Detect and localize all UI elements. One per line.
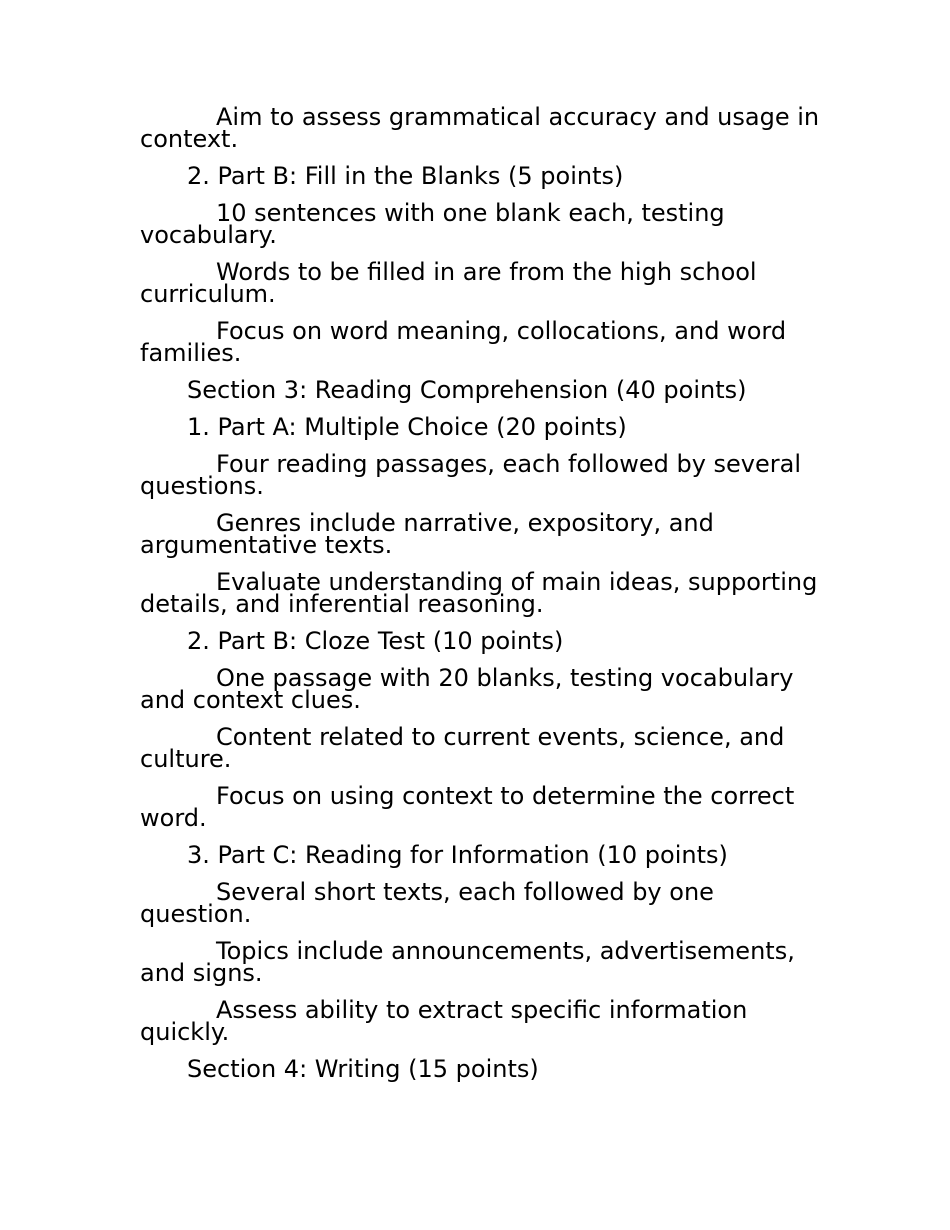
bullet-ten-sentences: 10 sentences with one blank each, testing vocabulary. bbox=[140, 199, 725, 249]
part-a-multiple-choice-heading: 1. Part A: Multiple Choice (20 points) bbox=[187, 413, 627, 441]
section-3-heading: Section 3: Reading Comprehension (40 points) bbox=[187, 376, 747, 404]
bullet-extract-info: Assess ability to extract specific information quickly. bbox=[140, 996, 748, 1046]
section-4-heading: Section 4: Writing (15 points) bbox=[187, 1055, 539, 1083]
bullet-curriculum-words: Words to be filled in are from the high school curriculum. bbox=[140, 258, 757, 308]
part-b-cloze-test-heading: 2. Part B: Cloze Test (10 points) bbox=[187, 627, 564, 655]
bullet-grammar-accuracy: Aim to assess grammatical accuracy and usage in context. bbox=[140, 103, 820, 153]
bullet-content-related: Content related to current events, science, and culture. bbox=[140, 723, 785, 773]
bullet-one-passage: One passage with 20 blanks, testing vocabulary and context clues. bbox=[140, 664, 794, 714]
document-body bbox=[140, 103, 820, 1095]
part-c-reading-info-heading: 3. Part C: Reading for Information (10 points) bbox=[187, 841, 728, 869]
bullet-short-texts: Several short texts, each followed by one question. bbox=[140, 878, 714, 928]
bullet-topics: Topics include announcements, advertisements, and signs. bbox=[140, 937, 795, 987]
bullet-word-meaning: Focus on word meaning, collocations, and word families. bbox=[140, 317, 787, 367]
bullet-context-focus: Focus on using context to determine the correct word. bbox=[140, 782, 795, 832]
bullet-evaluate-understanding: Evaluate understanding of main ideas, supporting details, and inferential reasoning. bbox=[140, 568, 818, 618]
part-b-fill-in-blanks-heading: 2. Part B: Fill in the Blanks (5 points) bbox=[187, 162, 624, 190]
bullet-genres: Genres include narrative, expository, and argumentative texts. bbox=[140, 509, 714, 559]
bullet-four-passages: Four reading passages, each followed by several questions. bbox=[140, 450, 802, 500]
